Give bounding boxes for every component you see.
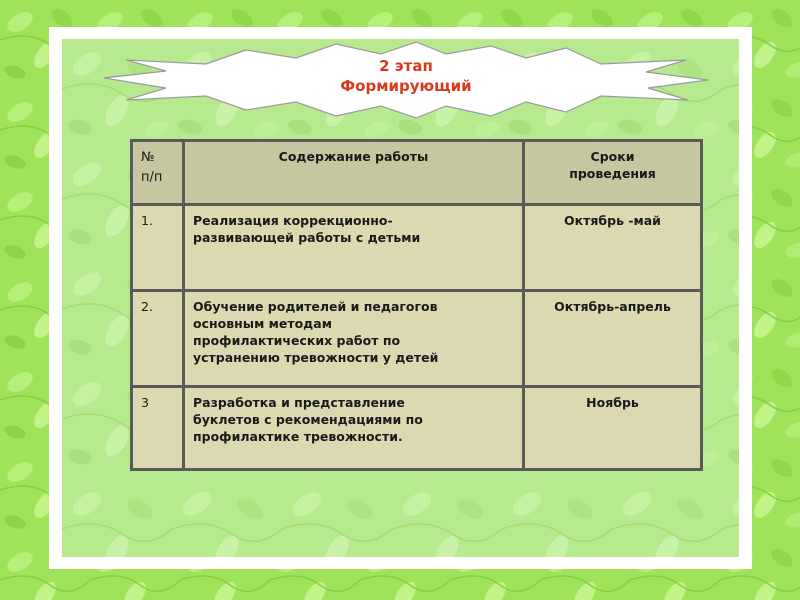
table-row <box>132 387 702 470</box>
row-number: 3 <box>132 387 184 470</box>
table-row <box>132 205 702 291</box>
row-number: 2. <box>132 291 184 387</box>
row-number: 1. <box>132 205 184 291</box>
row-content: Разработка и представление буклетов с рекомендациями по профилактике тревожности. <box>184 387 524 470</box>
header-dates: Сроки проведения <box>524 141 702 205</box>
heading-stage: 2 этап <box>379 57 433 75</box>
table-header-row <box>132 141 702 205</box>
work-plan-table <box>130 139 703 471</box>
row-content: Реализация коррекционно- развивающей работы с детьми <box>184 205 524 291</box>
table-row <box>132 291 702 387</box>
heading-stage-name: Формирующий <box>340 77 472 95</box>
header-number: № п/п <box>132 141 184 205</box>
row-dates: Октябрь -май <box>524 205 702 291</box>
row-content: Обучение родителей и педагогов основным методам профилактических работ по устранению тревожности у детей <box>184 291 524 387</box>
header-content: Содержание работы <box>184 141 524 205</box>
row-dates: Ноябрь <box>524 387 702 470</box>
slide-heading <box>96 56 716 96</box>
row-dates: Октябрь-апрель <box>524 291 702 387</box>
